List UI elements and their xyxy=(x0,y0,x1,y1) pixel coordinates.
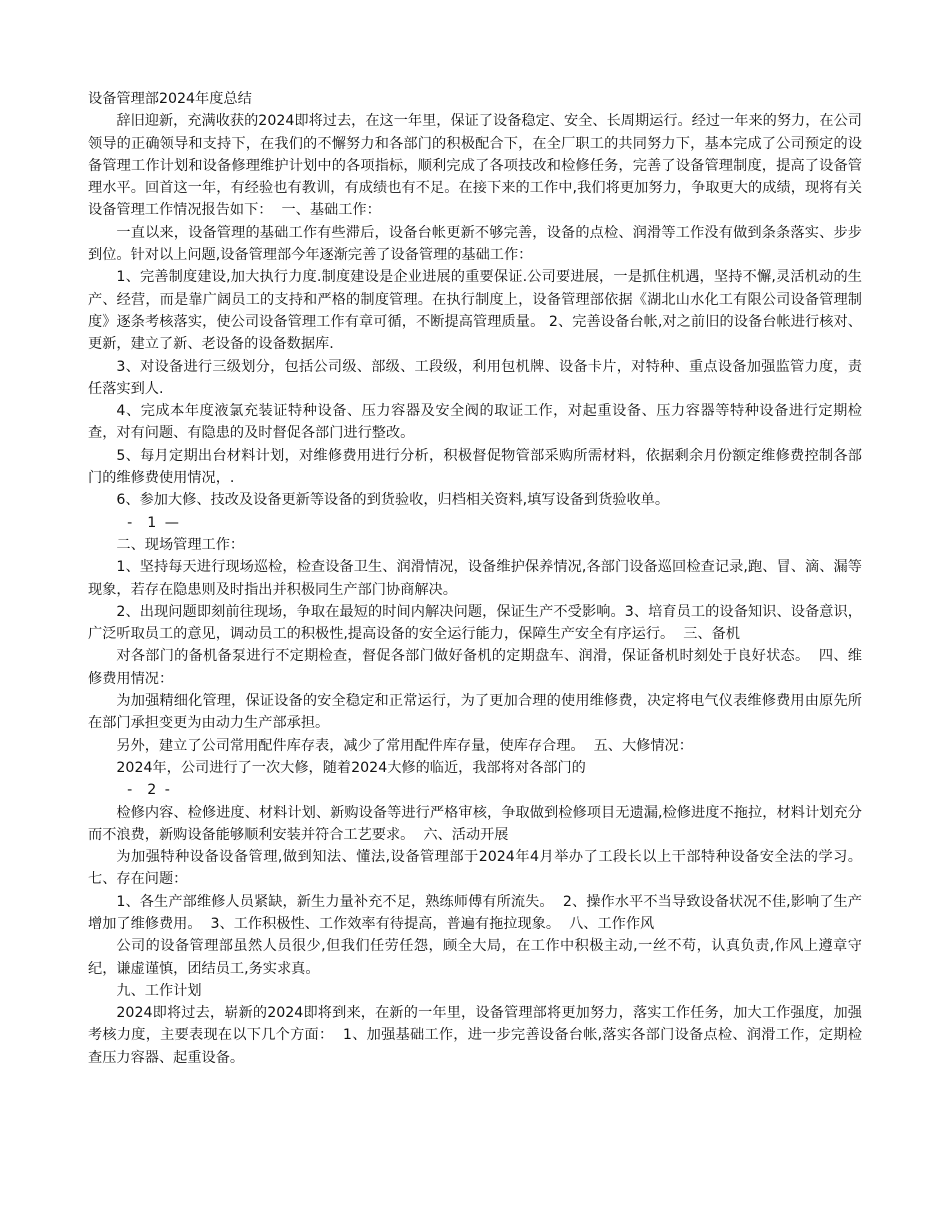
paragraph: 公司的设备管理部虽然人员很少,但我们任劳任怨，顾全大局，在工作中积极主动,一丝不苟，认真负责,作风上遵章守纪，谦虚谨慎，团结员工,务实求真。 xyxy=(88,938,862,977)
paragraph: 2024即将过去，崭新的2024即将到来，在新的一年里，设备管理部将更加努力，落实工作任务，加大工作强度，加强考核力度，主要表现在以下几个方面： 1、加强基础工作，进一步完善设备台帐,落实各部门设备点检、润滑工作，定期检查压力容器、起重设备。 xyxy=(88,1005,862,1066)
paragraph: 2024年，公司进行了一次大修，随着2024大修的临近，我部将对各部门的 xyxy=(116,759,586,776)
paragraph: 检修内容、检修进度、材料计划、新购设备等进行严格审核，争取做到检修项目无遗漏,检修进度不拖拉，材料计划充分而不浪费，新购设备能够顺利安装并符合工艺要求。 六、活动开展 xyxy=(88,804,862,843)
paragraph: 1、各生产部维修人员紧缺，新生力量补充不足，熟练师傅有所流失。 2、操作水平不当导致设备状况不佳,影响了生产增加了维修费用。 3、工作积极性、工作效率有待提高，普遍有拖拉现象。 八、工作作风 xyxy=(88,893,862,932)
paragraph: 一直以来，设备管理的基础工作有些滞后，设备台帐更新不够完善，设备的点检、润滑等工作没有做到条条落实、步步到位。针对以上问题,设备管理部今年逐渐完善了设备管理的基础工作： xyxy=(88,224,862,264)
page-number-marker: - 1 — xyxy=(127,514,181,531)
page-number-marker: - 2 - xyxy=(127,782,172,799)
paragraph: 6、参加大修、技改及设备更新等设备的到货验收，归档相关资料,填写设备到货验收单。 xyxy=(116,492,670,509)
paragraph: 3、对设备进行三级划分，包括公司级、部级、工段级，利用包机牌、设备卡片，对特种、重点设备加强监管力度，责任落实到人. xyxy=(88,358,862,397)
paragraph: 5、每月定期出台材料计划，对维修费用进行分析，积极督促物管部采购所需材料，依据剩余月份额定维修费控制各部门的维修费使用情况，. xyxy=(88,447,862,487)
paragraph: 4、完成本年度液氯充装证特种设备、压力容器及安全阀的取证工作，对起重设备、压力容器等特种设备进行定期检查，对有问题、有隐患的及时督促各部门进行整改。 xyxy=(88,403,862,442)
paragraph: 为加强精细化管理，保证设备的安全稳定和正常运行，为了更加合理的使用维修费，决定将电气仪表维修费用由原先所在部门承担变更为由动力生产部承担。 xyxy=(88,693,862,732)
section-heading: 九、工作计划 xyxy=(116,982,202,999)
paragraph: 辞旧迎新，充满收获的2024即将过去，在这一年里，保证了设备稳定、安全、长周期运行。经过一年来的努力，在公司领导的正确领导和支持下，在我们的不懈努力和各部门的积极配合下，在全厂职工的共同努力下，基本完成了公司预定的设备管理工作计划和设备修理维护计划中的各项指标，顺利完成了各项技改和检修任务，完善了设备管理制度，提高了设备管理水平。回首这一年，有经验也有教训，有成绩也有不足。在接下来的工作中,我们将更加努力，争取更大的成绩，现将有关设备管理工作情况报告如下： 一、基础工作： xyxy=(88,113,862,219)
section-heading: 二、现场管理工作： xyxy=(116,536,245,553)
document-title: 设备管理部2024年度总结 xyxy=(88,91,252,107)
paragraph: 1、坚持每天进行现场巡检，检查设备卫生、润滑情况，设备维护保养情况,各部门设备巡回检查记录,跑、冒、滴、漏等现象，若存在隐患则及时指出并积极同生产部门协商解决。 xyxy=(88,559,862,598)
paragraph: 另外，建立了公司常用配件库存表，减少了常用配件库存量，使库存合理。 五、大修情况： xyxy=(116,737,693,754)
paragraph: 为加强特种设备设备管理,做到知法、懂法,设备管理部于2024年4月举办了工段长以上干部特种设备安全法的学习。 七、存在问题： xyxy=(88,849,872,888)
paragraph: 1、完善制度建设,加大执行力度.制度建设是企业进展的重要保证.公司要进展，一是抓住机遇，坚持不懈,灵活机动的生产、经营，而是靠广阔员工的支持和严格的制度管理。在执行制度上，设备管理部依据《湖北山水化工有限公司设备管理制度》逐条考核落实，使公司设备管理工作有章可循，不断提高管理质量。 2、完善设备台帐,对之前旧的设备台帐进行核对、更新，建立了新、老设备的设备数据库. xyxy=(88,269,862,353)
paragraph: 2、出现问题即刻前往现场，争取在最短的时间内解决问题，保证生产不受影响。3、培育员工的设备知识、设备意识，广泛听取员工的意见，调动员工的积极性,提高设备的安全运行能力，保障生产安全有序运行。 三、备机 xyxy=(88,603,862,643)
paragraph: 对各部门的备机备泵进行不定期检查，督促各部门做好备机的定期盘车、润滑，保证备机时刻处于良好状态。 四、维修费用情况： xyxy=(88,648,862,687)
document-page xyxy=(88,88,872,1069)
